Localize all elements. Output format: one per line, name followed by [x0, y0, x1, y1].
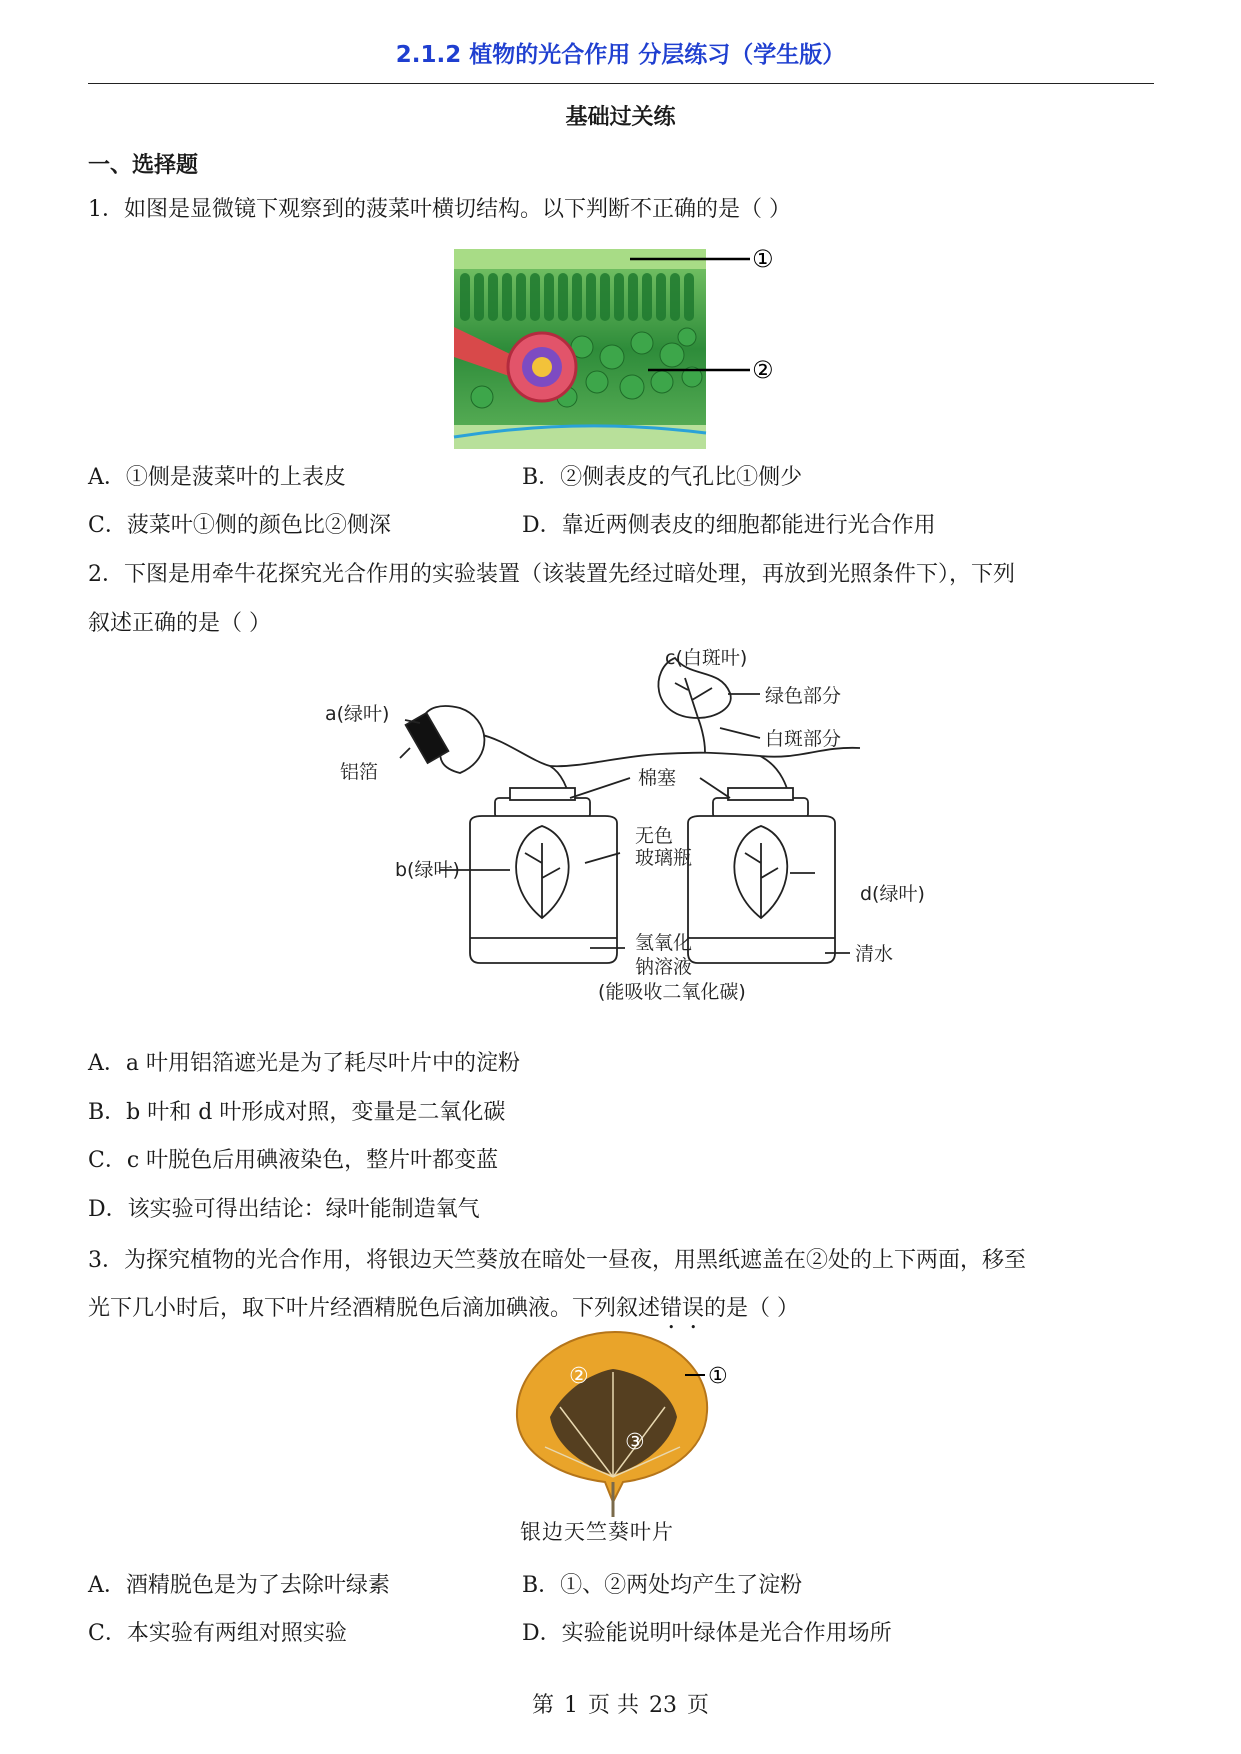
q1-option-b[interactable]: B．②侧表皮的气孔比①侧少 [522, 465, 803, 490]
label-bottle-1: 无色 [635, 825, 674, 847]
label-green-part: 绿色部分 [765, 685, 842, 707]
question-2-stem-line2: 叙述正确的是（ ） [88, 611, 271, 636]
question-3-stem-line1: 3．为探究植物的光合作用，将银边天竺葵放在暗处一昼夜，用黑纸遮盖在②处的上下两面，移至 [88, 1248, 1027, 1273]
label-1: ① [752, 247, 774, 273]
header-divider [88, 83, 1154, 84]
label-cork: 棉塞 [638, 767, 677, 789]
label-white-part: 白斑部分 [765, 728, 842, 750]
leaf-cross-section-figure [452, 247, 792, 452]
q3-option-c[interactable]: C．本实验有两组对照实验 [88, 1621, 347, 1646]
q3-option-a[interactable]: A．酒精脱色是为了去除叶绿素 [88, 1573, 390, 1598]
question-3-stem-line2: 光下几小时后，取下叶片经酒精脱色后滴加碘液。下列叙述错误的是（ ） [88, 1296, 800, 1321]
label-water: 清水 [855, 943, 894, 965]
label-1: ① [708, 1364, 728, 1389]
page-total: 23 [649, 1693, 677, 1718]
question-1-stem: 1．如图是显微镜下观察到的菠菜叶横切结构。以下判断不正确的是（ ） [88, 197, 791, 222]
q1-option-d[interactable]: D．靠近两侧表皮的细胞都能进行光合作用 [522, 513, 936, 538]
label-bottle-2: 玻璃瓶 [635, 847, 693, 869]
q1-option-c[interactable]: C．菠菜叶①侧的颜色比②侧深 [88, 513, 391, 538]
emphasized-word: 错误 [660, 1296, 705, 1321]
label-foil: 铝箔 [340, 761, 379, 783]
figure-caption: 银边天竺葵叶片 [520, 1520, 674, 1544]
label-2: ② [752, 356, 774, 384]
label-b: b(绿叶) [395, 859, 460, 881]
q3-option-d[interactable]: D．实验能说明叶绿体是光合作用场所 [522, 1621, 892, 1646]
geranium-leaf-figure [505, 1327, 745, 1527]
label-naoh-2: 钠溶液 [635, 956, 693, 978]
q2-option-a[interactable]: A．a 叶用铝箔遮光是为了耗尽叶片中的淀粉 [88, 1051, 520, 1076]
label-d: d(绿叶) [860, 883, 925, 905]
page-number: 1 [564, 1693, 578, 1718]
document-title: 2.1.2 植物的光合作用 分层练习（学生版） [395, 42, 846, 68]
q1-option-a[interactable]: A．①侧是菠菜叶的上表皮 [88, 465, 346, 490]
label-a: a(绿叶) [325, 703, 390, 725]
part-title: 一、选择题 [88, 153, 199, 178]
q2-option-b[interactable]: B．b 叶和 d 叶形成对照，变量是二氧化碳 [88, 1100, 506, 1125]
q3-option-b[interactable]: B．①、②两处均产生了淀粉 [522, 1573, 803, 1598]
label-naoh-1: 氢氧化 [635, 932, 693, 954]
section-title: 基础过关练 [565, 105, 676, 130]
q2-option-c[interactable]: C．c 叶脱色后用碘液染色，整片叶都变蓝 [88, 1148, 499, 1173]
page-footer: 第 1 页 共 23 页 [531, 1693, 710, 1718]
morning-glory-experiment-figure [320, 648, 940, 1018]
question-2-stem-line1: 2．下图是用牵牛花探究光合作用的实验装置（该装置先经过暗处理，再放到光照条件下），下列 [88, 562, 1016, 587]
label-naoh-3: (能吸收二氧化碳) [598, 981, 746, 1003]
q2-option-d[interactable]: D．该实验可得出结论：绿叶能制造氧气 [88, 1197, 480, 1222]
label-c: c(白斑叶) [665, 648, 748, 669]
label-2: ② [569, 1364, 589, 1389]
label-3: ③ [625, 1430, 645, 1455]
